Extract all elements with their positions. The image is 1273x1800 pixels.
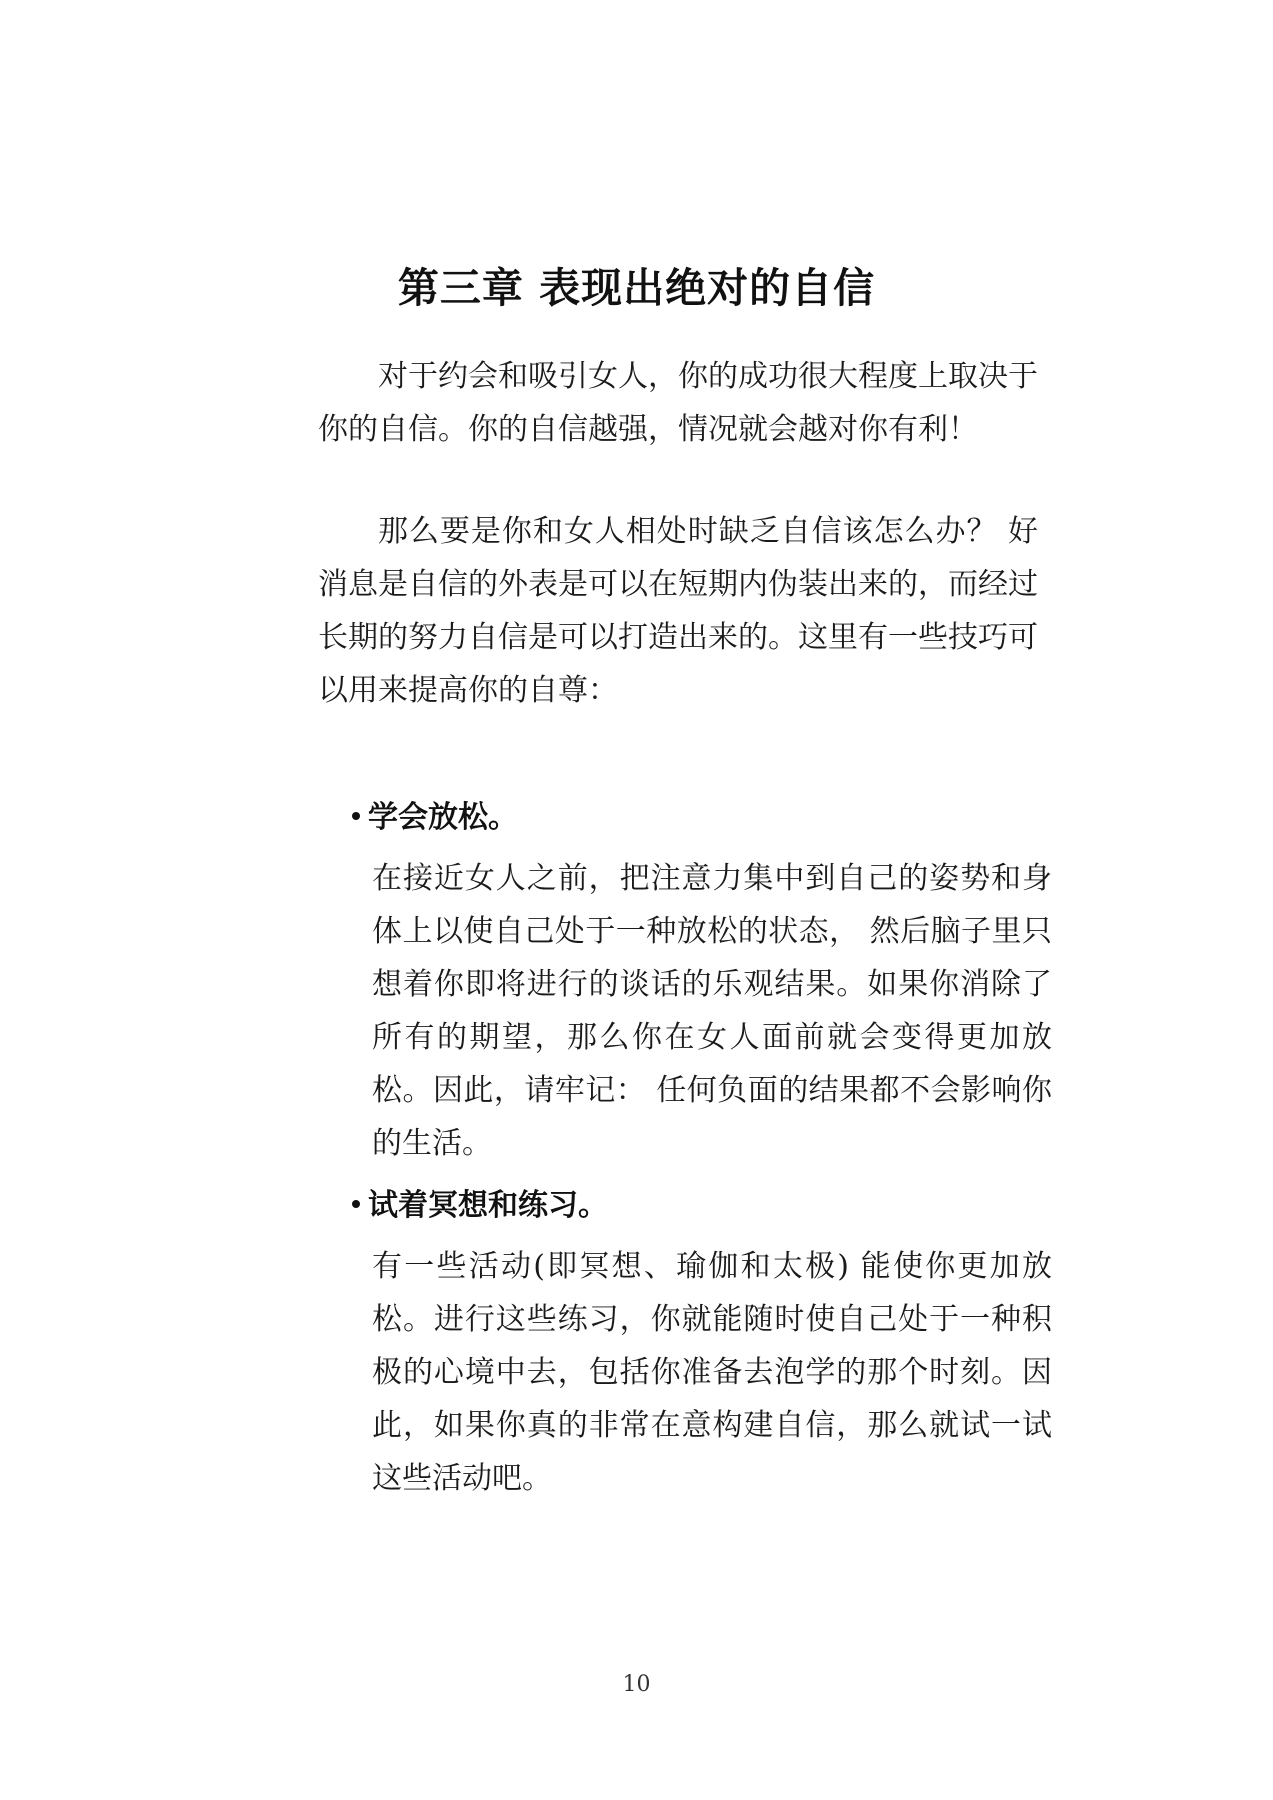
intro-paragraph: 对于约会和吸引女人，你的成功很大程度上取决于你的自信。你的自信越强，情况就会越对你有利！ (318, 359, 1038, 447)
tip-heading-relax (352, 798, 518, 838)
tip-heading-text: 学会放松。 (368, 800, 518, 835)
tip-heading-meditate (352, 1186, 608, 1226)
tip-body-relax: 在接近女人之前，把注意力集中到自己的姿势和身体上以使自己处于一种放松的状态， 然后脑子里只想着你即将进行的谈话的乐观结果。如果你消除了所有的期望，那么你在女人面前就会变得更加放松。因此，请牢记： 任何负面的结果都不会影响你的生活。 (372, 861, 1052, 1161)
tip-heading-text: 试着冥想和练习。 (368, 1188, 608, 1223)
page-number: 10 (622, 1672, 651, 1697)
question-paragraph: 那么要是你和女人相处时缺乏自信该怎么办？ 好消息是自信的外表是可以在短期内伪装出来的，而经过长期的努力自信是可以打造出来的。这里有一些技巧可以用来提高你的自尊： (318, 514, 1038, 708)
bullet-icon (352, 1200, 360, 1208)
chapter-title: 第三章 表现出绝对的自信 (397, 264, 876, 313)
tip-body-meditate: 有一些活动(即冥想、瑜伽和太极) 能使你更加放松。进行这些练习，你就能随时使自己处于一种积极的心境中去，包括你准备去泡学的那个时刻。因此，如果你真的非常在意构建自信，那么就试一试这些活动吧。 (372, 1249, 1052, 1496)
bullet-icon (352, 812, 360, 820)
